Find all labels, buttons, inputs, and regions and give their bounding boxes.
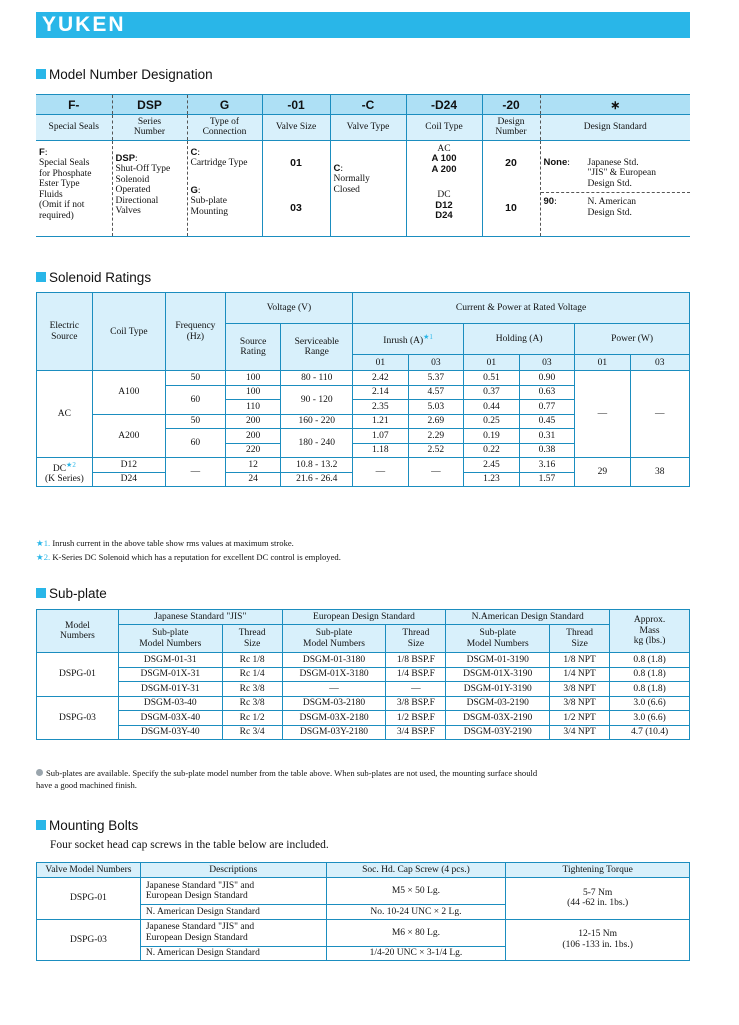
valve-model-cell: DSPG-03 [37,919,141,961]
series-cell: DSP: Shut-Off Type Solenoid Operated Directional Valves [112,141,187,237]
table-cell: 0.8 (1.8) [610,667,690,682]
table-row [37,667,690,682]
code-series: DSP [112,95,187,115]
table-cell: DSGM-03X-2180 [282,711,386,726]
hdr-european: European Design Standard [282,610,446,625]
table-cell: 3/8 NPT [550,682,610,697]
hdr-series: Series Number [112,115,187,141]
table-cell: Rc 1/4 [222,667,282,682]
hdr-size: Valve Size [262,115,330,141]
subplate-note: Sub-plates are available. Specify the sub-plate model number from the table above. When sub-plates are not used, the mounting surface should have a good machined finish. [36,768,538,790]
mounting-bolts-table [36,862,690,961]
table-cell: 1/8 NPT [550,653,610,668]
code-valve-type: -C [330,95,406,115]
table-cell: 3/4 NPT [550,725,610,740]
code-design-number: -20 [482,95,540,115]
cap-screw-cell: M5 × 50 Lg. [326,878,506,905]
table-cell: DSGM-01-3190 [446,653,550,668]
cap-screw-cell: No. 10-24 UNC × 2 Lg. [326,905,506,920]
square-bullet-icon [36,588,46,598]
table-cell: 1/4 NPT [550,667,610,682]
table-cell: — [386,682,446,697]
description-cell: N. American Design Standard [140,946,326,961]
description-cell: Japanese Standard "JIS" and European Design Standard [140,878,326,905]
table-cell: 1/2 NPT [550,711,610,726]
solenoid-ratings-table: Electric Source Coil Type Frequency (Hz) Voltage (V) Current & Power at Rated Voltage Source Rating Serviceable Range Inrush $(A)^{★1}$ Holding (A) Power (W) 01 03 01 03 01 03 AC A100 50 100 80 - 110 2.42 5.37 0.51 0.90 — — 60 100 90 - 120 2.14 4.57 0.37 0.63 110 2.35 5.03 0.44 0.77 A200 50 200 160 - 220 1.21 2.69 0.25 0.45 60 200 180 - 240 1.07 2.29 0.19 0.31 220 1.18 2.52 0.22 0.38 $DC^{★2}$ (K Series) D12 — 12 10.8 - 13.2 — — 2.45 3.16 29 38 D24 24 21.6 - 26.4 1.23 1.57 [36,292,690,487]
table-cell: 3.0 (6.6) [610,711,690,726]
hdr-torque: Tightening Torque [506,863,690,878]
footnote-2: ★2. K-Series DC Solenoid which has a reputation for excellent DC control is employed. [36,552,341,562]
hdr-special-seals: Special Seals [36,115,112,141]
hdr-coil: Coil Type [406,115,482,141]
table-cell: Rc 1/8 [222,653,282,668]
cap-screw-cell: M6 × 80 Lg. [326,919,506,946]
table-cell: DSGM-01-31 [118,653,222,668]
torque-cell: 12-15 Nm (106 -133 in. 1bs.) [506,919,690,961]
code-design-standard: ∗ [540,95,690,115]
model-number-cell: DSPG-03 [37,696,119,740]
table-cell: Rc 1/2 [222,711,282,726]
table-row [37,878,690,905]
hdr-model-numbers: Model Numbers [37,610,119,653]
valve-model-cell: DSPG-01 [37,878,141,920]
table-row: D24 24 21.6 - 26.4 1.23 1.57 [37,472,690,487]
hdr-current-power: Current & Power at Rated Voltage [353,293,690,324]
table-cell: Rc 3/8 [222,682,282,697]
table-row: 60 200 180 - 240 1.07 2.29 0.19 0.31 [37,429,690,444]
hdr-source-rating: Source Rating [225,324,281,371]
section-title-model: Model Number Designation [36,67,213,82]
table-cell: 3.0 (6.6) [610,696,690,711]
square-bullet-icon [36,272,46,282]
hdr-connection: Type of Connection [187,115,262,141]
valve-size-cell: 01 03 [262,141,330,237]
design-number-cell: 20 10 [482,141,540,237]
table-cell: DSGM-03X-40 [118,711,222,726]
table-cell: 3/4 BSP.F [386,725,446,740]
table-cell: DSGM-03X-2190 [446,711,550,726]
table-cell: DSGM-01Y-31 [118,682,222,697]
design-standard-cell: None: Japanese Std. "JIS" & European Design Std. 90: N. American Design Std. [540,141,690,237]
connection-cell: C: Cartridge Type G: Sub-plate Mounting [187,141,262,237]
table-row [37,711,690,726]
coil-type-cell: AC A 100 A 200 DC D12 D24 [406,141,482,237]
torque-cell: 5-7 Nm (44 -62 in. 1bs.) [506,878,690,920]
table-row: 220 1.18 2.52 0.22 0.38 [37,443,690,458]
code-special-seals: F- [36,95,112,115]
hdr-descriptions: Descriptions [140,863,326,878]
model-detail-row [36,141,690,237]
ac-power-03-cell: — [630,371,689,458]
table-cell: — [282,682,386,697]
bolts-intro: Four socket head cap screws in the table below are included. [50,839,329,851]
table-cell: DSGM-03Y-40 [118,725,222,740]
hdr-inrush: Inrush $(A)^{★1}$ [353,324,464,355]
hdr-n-american: N.American Design Standard [446,610,610,625]
code-connection: G [187,95,262,115]
table-row: 60 100 90 - 120 2.14 4.57 0.37 0.63 [37,385,690,400]
special-seals-cell: F: Special Seals for Phosphate Ester Type Fluids (Omit if not required) [39,147,92,221]
dc-source-cell: $DC^{★2}$ (K Series) [37,458,93,487]
hdr-power: Power (W) [575,324,690,355]
table-row [37,682,690,697]
table-row [37,696,690,711]
table-cell: DSGM-01-3180 [282,653,386,668]
footnote-1: ★1. Inrush current in the above table show rms values at maximum stroke. [36,538,294,548]
hdr-valve-model: Valve Model Numbers [37,863,141,878]
ac-source-cell: AC [37,371,93,458]
hdr-voltage: Voltage (V) [225,293,352,324]
hdr-electric-source: Electric Source [37,293,93,371]
brand-logo: YUKEN [42,13,126,36]
hdr-jis: Japanese Standard "JIS" [118,610,282,625]
bullet-dot-icon [36,769,43,776]
table-row: A200 50 200 160 - 220 1.21 2.69 0.25 0.45 [37,414,690,429]
square-bullet-icon [36,820,46,830]
code-size: -01 [262,95,330,115]
table-cell: DSGM-03-40 [118,696,222,711]
section-title-subplate: Sub-plate [36,586,107,601]
hdr-cap-screw: Soc. Hd. Cap Screw (4 pcs.) [326,863,506,878]
description-cell: Japanese Standard "JIS" and European Design Standard [140,919,326,946]
table-cell: DSGM-03-2190 [446,696,550,711]
hdr-serviceable-range: Serviceable Range [281,324,353,371]
table-cell: 1/2 BSP.F [386,711,446,726]
table-cell: DSGM-03-2180 [282,696,386,711]
table-row [37,653,690,668]
ac-power-01-cell: — [575,371,630,458]
table-cell: DSGM-01X-31 [118,667,222,682]
table-cell: DSGM-03Y-2180 [282,725,386,740]
valve-type-cell: C: Normally Closed [330,141,406,237]
hdr-holding: Holding (A) [464,324,575,355]
code-coil: -D24 [406,95,482,115]
table-cell: 3/8 NPT [550,696,610,711]
section-title-bolts: Mounting Bolts [36,818,138,833]
hdr-mass: Approx. Mass kg (lbs.) [610,610,690,653]
hdr-coil-type: Coil Type [92,293,165,371]
table-row: AC A100 50 100 80 - 110 2.42 5.37 0.51 0.90 — — [37,371,690,386]
table-cell: 4.7 (10.4) [610,725,690,740]
hdr-design-number: Design Number [482,115,540,141]
subplate-table: Model Numbers Japanese Standard "JIS" European Design Standard N.American Design Standard Approx. Mass kg (lbs.) Sub-plate Model Numbers Thread Size Sub-plate Model Numbers Thread Size Sub-plate Model Numbers Thread Size DSPG-01 DSGM-01-31 Rc 1/8 DSGM-01-3180 1/8 BSP.F DSGM-01-3190 1/8 NPT 0.8 (1.8) DSGM-01X-31 Rc 1/4 DSGM-01X-3180 1/4 BSP.F DSGM-01X-3190 1/4 NPT 0.8 (1.8) DSGM-01Y-31 Rc 3/8 — — DSGM-01Y-3190 3/8 NPT 0.8 (1.8) DSPG-03 DSGM-03-40 Rc 3/8 DSGM-03-2180 3/8 BSP.F DSGM-03-2190 3/8 NPT 3.0 (6.6) DSGM-03X-40 Rc 1/2 DSGM-03X-2180 1/2 BSP.F DSGM-03X-2190 1/2 NPT 3.0 (6.6) DSGM-03Y-40 Rc 3/4 DSGM-03Y-2180 3/4 BSP.F DSGM-03Y-2190 3/4 NPT 4.7 (10.4) [36,609,690,740]
table-row [37,919,690,946]
square-bullet-icon [36,69,46,79]
table-cell: 0.8 (1.8) [610,653,690,668]
table-cell: 1/8 BSP.F [386,653,446,668]
table-cell: DSGM-01X-3190 [446,667,550,682]
table-cell: 0.8 (1.8) [610,682,690,697]
table-cell: Rc 3/4 [222,725,282,740]
table-cell: DSGM-01Y-3190 [446,682,550,697]
table-row [37,725,690,740]
table-cell: 1/4 BSP.F [386,667,446,682]
table-cell: DSGM-01X-3180 [282,667,386,682]
table-row: 110 2.35 5.03 0.44 0.77 [37,400,690,415]
hdr-valve-type: Valve Type [330,115,406,141]
table-cell: DSGM-03Y-2190 [446,725,550,740]
table-cell: 3/8 BSP.F [386,696,446,711]
cap-screw-cell: 1/4-20 UNC × 3-1/4 Lg. [326,946,506,961]
table-cell: Rc 3/8 [222,696,282,711]
hdr-design-standard: Design Standard [540,115,690,141]
model-code-row [36,95,690,115]
table-row: $DC^{★2}$ (K Series) D12 — 12 10.8 - 13.2 — — 2.45 3.16 29 38 [37,458,690,473]
model-number-cell: DSPG-01 [37,653,119,697]
brand-banner [36,12,690,38]
model-number-table [36,94,690,237]
hdr-frequency: Frequency (Hz) [166,293,226,371]
description-cell: N. American Design Standard [140,905,326,920]
model-header-row [36,115,690,141]
section-title-ratings: Solenoid Ratings [36,270,151,285]
